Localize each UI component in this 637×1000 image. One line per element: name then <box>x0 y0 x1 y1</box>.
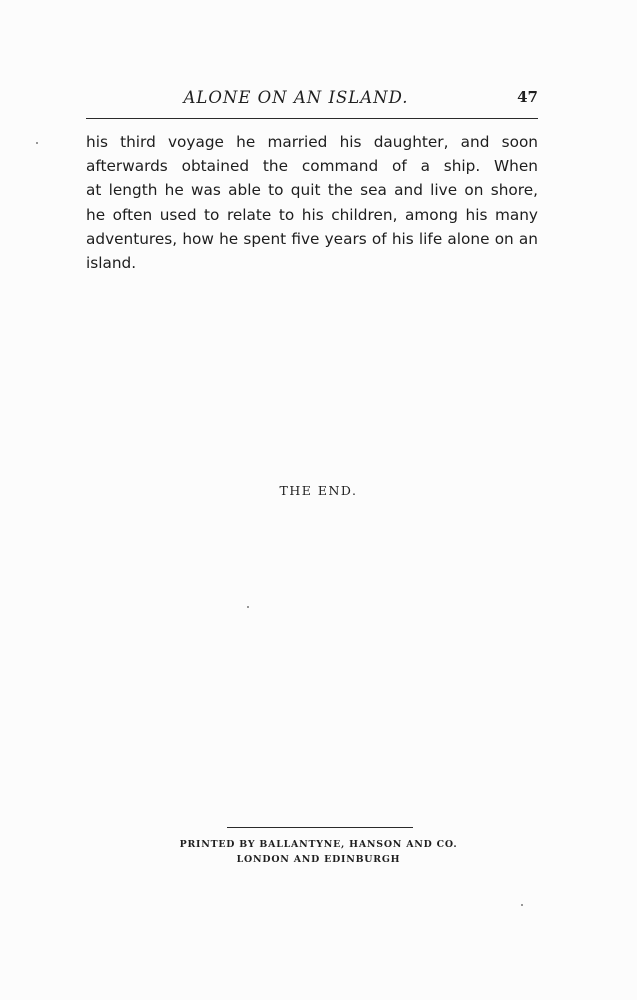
running-title: ALONE ON AN ISLAND. <box>183 88 409 107</box>
header-rule <box>86 118 538 119</box>
body-line: at length he was able to quit the sea and live on shore, <box>86 181 538 200</box>
imprint-rule <box>227 827 413 828</box>
body-line: afterwards obtained the command of a ship. When <box>86 157 538 176</box>
body-paragraph <box>86 130 538 275</box>
paper-speck <box>521 904 523 906</box>
printer-imprint <box>0 837 637 867</box>
body-line: he often used to relate to his children, among his many <box>86 205 538 224</box>
body-line: adventures, how he spent five years of his life alone on an <box>86 229 538 248</box>
the-end-mark: THE END. <box>279 483 358 498</box>
running-head <box>86 88 538 112</box>
imprint-location: LONDON AND EDINBURGH <box>236 854 401 865</box>
paper-speck <box>36 142 38 144</box>
body-line: his third voyage he married his daughter, and soon <box>86 133 538 151</box>
imprint-printer: PRINTED BY BALLANTYNE, HANSON AND CO. <box>179 839 458 850</box>
body-line: island. <box>86 254 137 273</box>
paper-speck <box>247 606 249 608</box>
page-number: 47 <box>517 88 538 106</box>
